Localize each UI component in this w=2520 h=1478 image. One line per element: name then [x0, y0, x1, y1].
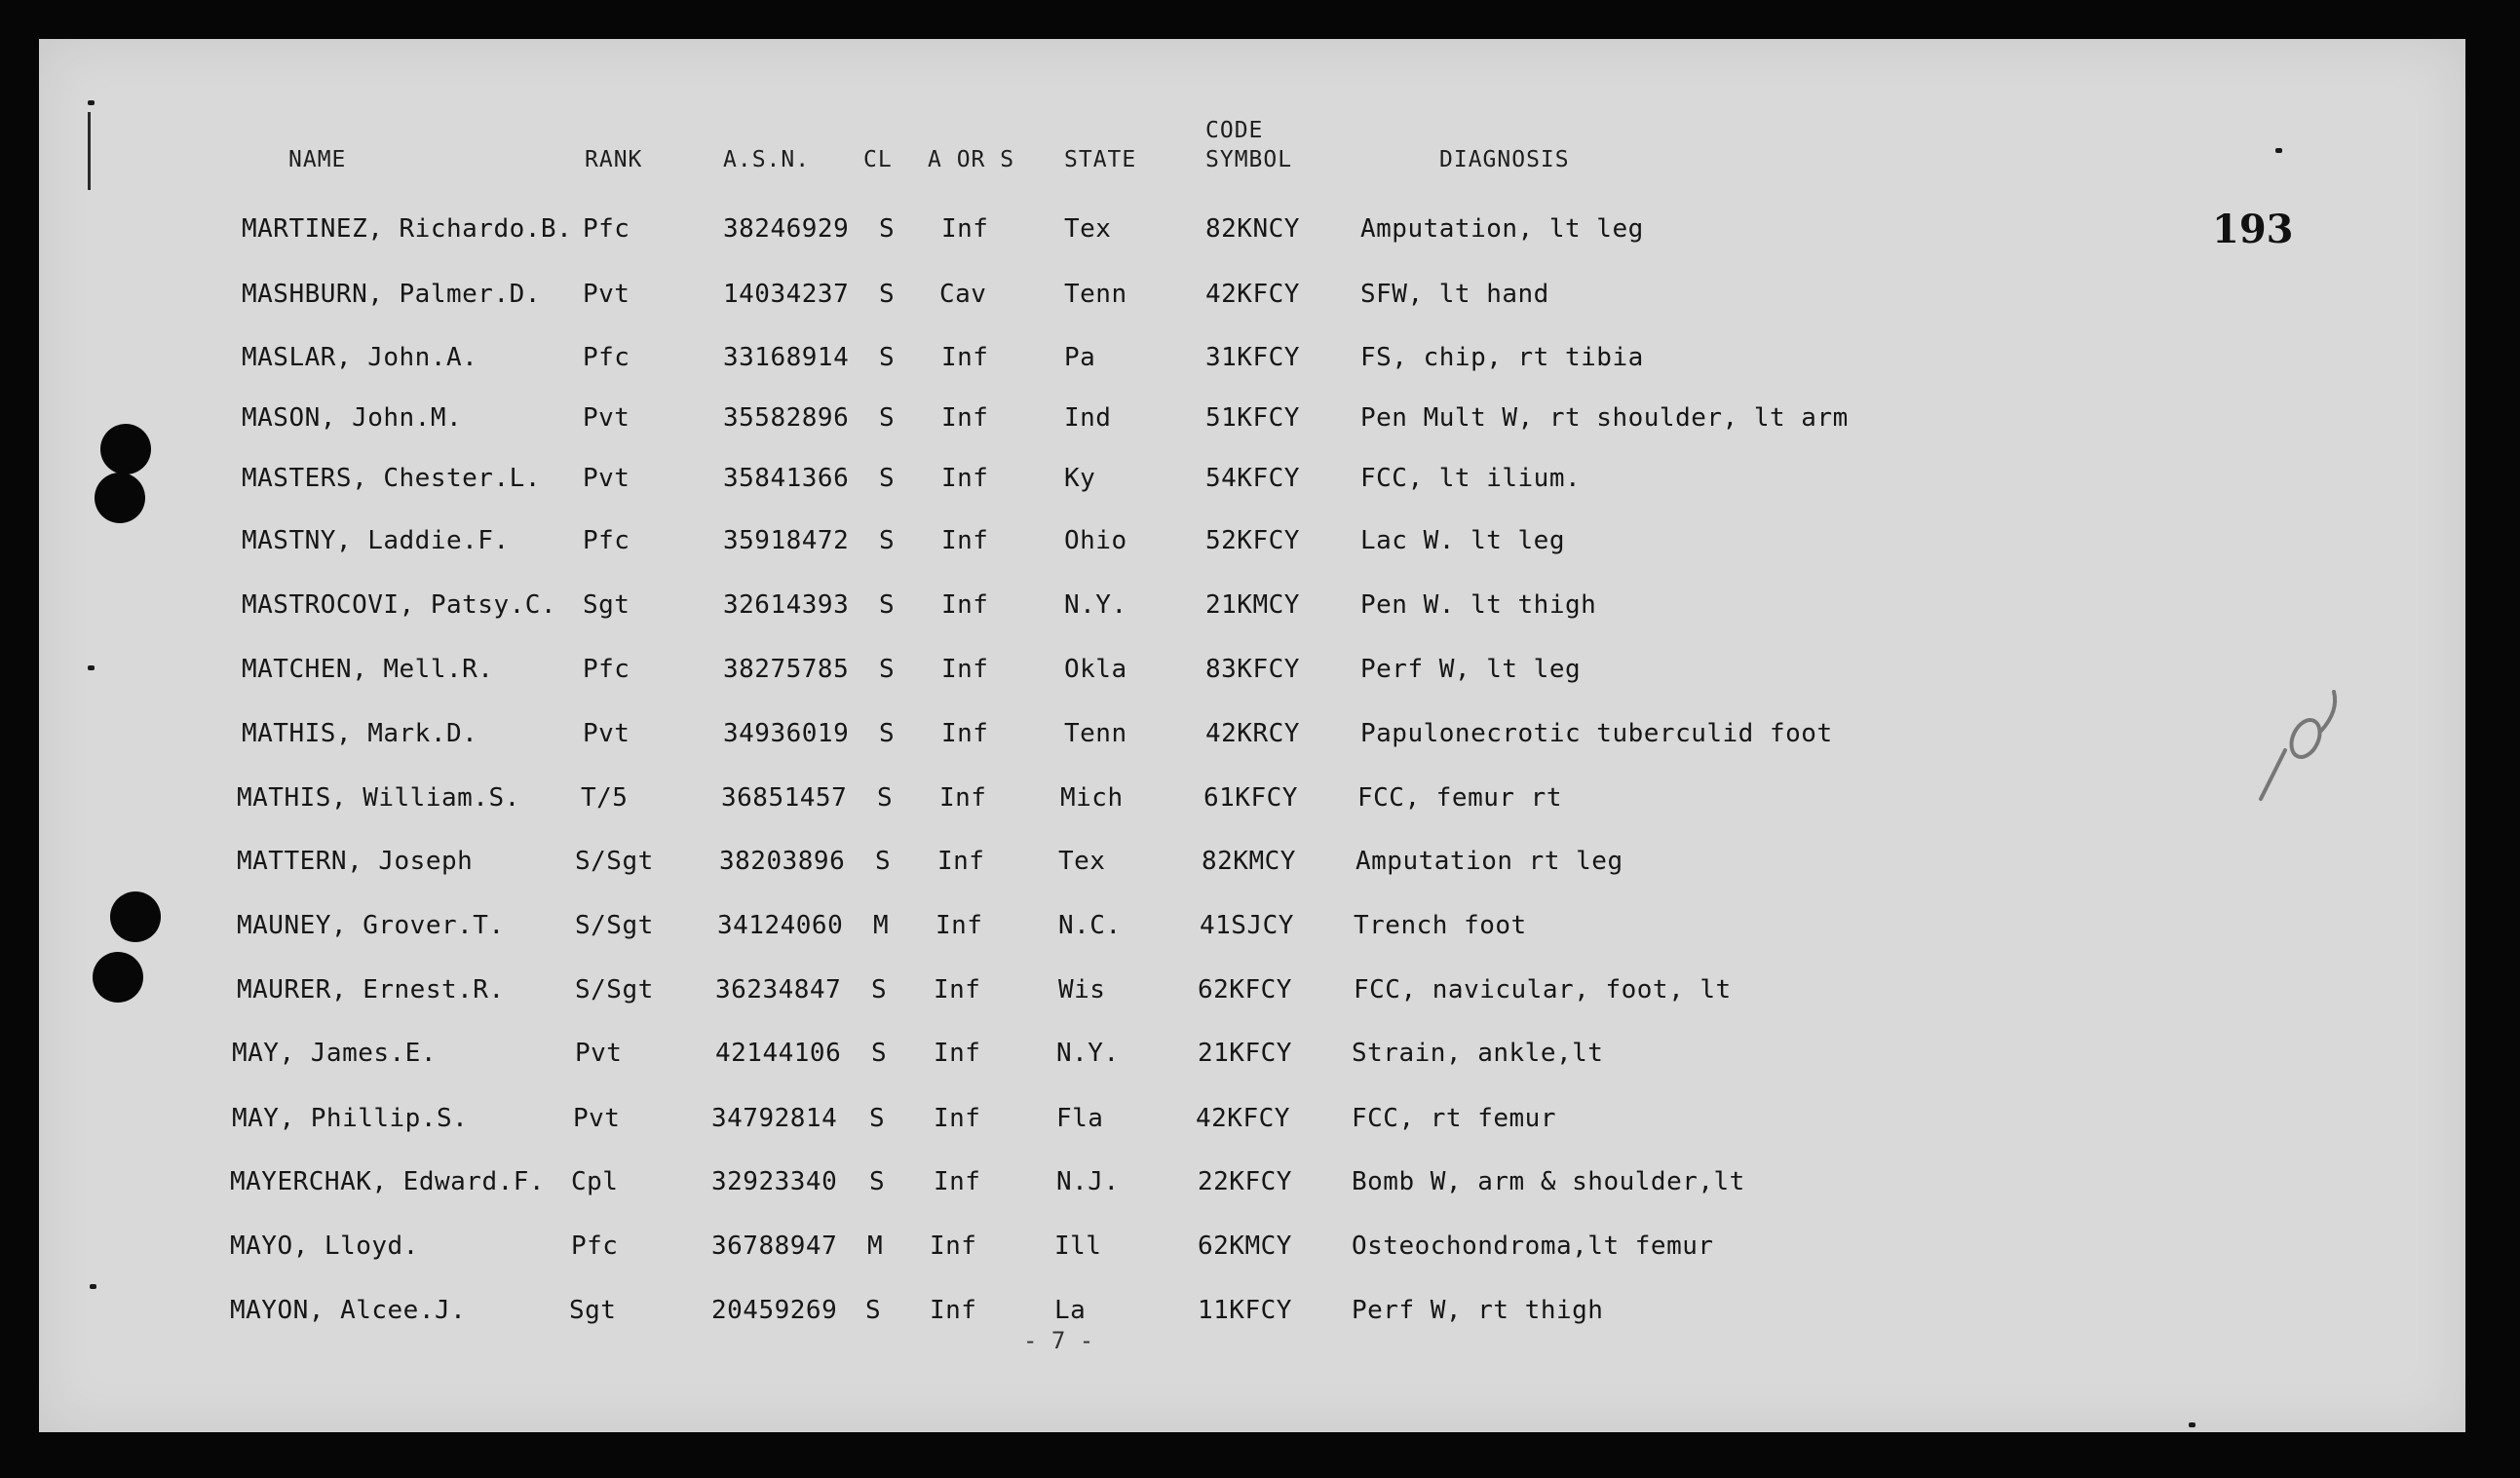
record-rank: Pvt — [583, 280, 630, 309]
record-cl: S — [877, 783, 894, 813]
record-cl: S — [879, 343, 896, 372]
header-code-line1: CODE — [1205, 118, 1264, 143]
record-name: MARTINEZ, Richardo.B. — [242, 214, 573, 244]
record-asn: 34936019 — [723, 719, 850, 748]
record-state: Ky — [1064, 464, 1096, 493]
record-branch: Inf — [934, 1039, 981, 1068]
record-name: MAYO, Lloyd. — [230, 1232, 419, 1261]
record-rank: Sgt — [569, 1296, 617, 1325]
record-asn: 32614393 — [723, 590, 850, 620]
record-rank: S/Sgt — [575, 911, 654, 940]
record-cl: S — [869, 1167, 886, 1196]
record-state: Ill — [1054, 1232, 1102, 1261]
record-cl: S — [879, 403, 896, 433]
record-name: MATHIS, Mark.D. — [242, 719, 478, 748]
record-asn: 42144106 — [715, 1039, 842, 1068]
record-state: N.Y. — [1056, 1039, 1120, 1068]
record-branch: Cav — [939, 280, 987, 309]
record-asn: 35841366 — [723, 464, 850, 493]
record-branch: Inf — [930, 1232, 977, 1261]
record-cl: S — [875, 847, 892, 876]
handwritten-annotation — [2241, 682, 2348, 809]
record-state: Okla — [1064, 655, 1127, 684]
record-branch: Inf — [941, 590, 989, 620]
record-diagnosis: Papulonecrotic tuberculid foot — [1360, 719, 1833, 748]
record-code: 82KNCY — [1205, 214, 1300, 244]
record-diagnosis: Pen W. lt thigh — [1360, 590, 1597, 620]
record-cl: S — [879, 280, 896, 309]
record-state: Ohio — [1064, 526, 1127, 555]
record-branch: Inf — [934, 1104, 981, 1133]
record-code: 31KFCY — [1205, 343, 1300, 372]
record-rank: Pvt — [583, 464, 630, 493]
record-rank: Pvt — [583, 403, 630, 433]
record-name: MAY, Phillip.S. — [232, 1104, 469, 1133]
record-code: 22KFCY — [1198, 1167, 1292, 1196]
record-asn: 38246929 — [723, 214, 850, 244]
record-name: MAY, James.E. — [232, 1039, 437, 1068]
record-cl: M — [873, 911, 890, 940]
record-cl: S — [869, 1104, 886, 1133]
record-diagnosis: Trench foot — [1354, 911, 1527, 940]
header-cl: CL — [863, 147, 893, 172]
record-diagnosis: Lac W. lt leg — [1360, 526, 1565, 555]
record-code: 62KMCY — [1198, 1232, 1292, 1261]
punch-hole — [100, 424, 151, 474]
record-branch: Inf — [941, 719, 989, 748]
record-state: N.C. — [1058, 911, 1122, 940]
record-name: MASTNY, Laddie.F. — [242, 526, 510, 555]
record-cl: S — [879, 719, 896, 748]
record-branch: Inf — [941, 343, 989, 372]
record-diagnosis: Amputation rt leg — [1355, 847, 1623, 876]
record-name: MATCHEN, Mell.R. — [242, 655, 494, 684]
record-diagnosis: Pen Mult W, rt shoulder, lt arm — [1360, 403, 1849, 433]
record-code: 54KFCY — [1205, 464, 1300, 493]
footer-mark: - 7 - — [1023, 1327, 1094, 1354]
record-rank: S/Sgt — [575, 975, 654, 1004]
record-code: 42KRCY — [1205, 719, 1300, 748]
record-branch: Inf — [939, 783, 987, 813]
record-code: 83KFCY — [1205, 655, 1300, 684]
record-asn: 35918472 — [723, 526, 850, 555]
record-branch: Inf — [935, 911, 983, 940]
punch-hole — [95, 473, 145, 523]
record-state: Tex — [1058, 847, 1106, 876]
edge-mark — [88, 112, 91, 190]
record-branch: Inf — [941, 214, 989, 244]
speck — [2275, 148, 2282, 153]
record-diagnosis: SFW, lt hand — [1360, 280, 1549, 309]
record-rank: S/Sgt — [575, 847, 654, 876]
record-diagnosis: Perf W, rt thigh — [1352, 1296, 1604, 1325]
header-code-line2: SYMBOL — [1205, 147, 1293, 172]
record-rank: Cpl — [571, 1167, 619, 1196]
record-diagnosis: FCC, navicular, foot, lt — [1354, 975, 1732, 1004]
record-code: 41SJCY — [1200, 911, 1294, 940]
record-code: 42KFCY — [1205, 280, 1300, 309]
record-rank: Pfc — [583, 214, 630, 244]
header-name: NAME — [288, 147, 347, 172]
record-code: 51KFCY — [1205, 403, 1300, 433]
record-rank: T/5 — [581, 783, 629, 813]
record-state: N.J. — [1056, 1167, 1120, 1196]
record-cl: S — [879, 464, 896, 493]
record-state: La — [1054, 1296, 1087, 1325]
record-asn: 36788947 — [711, 1232, 838, 1261]
record-branch: Inf — [941, 655, 989, 684]
record-rank: Pfc — [583, 526, 630, 555]
header-asn: A.S.N. — [723, 147, 811, 172]
record-name: MATHIS, William.S. — [237, 783, 520, 813]
record-rank: Pvt — [575, 1039, 623, 1068]
record-asn: 36851457 — [721, 783, 848, 813]
record-rank: Pvt — [573, 1104, 621, 1133]
record-name: MASHBURN, Palmer.D. — [242, 280, 541, 309]
record-cl: S — [879, 214, 896, 244]
record-branch: Inf — [934, 975, 981, 1004]
record-name: MAYERCHAK, Edward.F. — [230, 1167, 546, 1196]
speck — [88, 100, 95, 105]
punch-hole — [110, 891, 161, 942]
record-cl: M — [867, 1232, 884, 1261]
record-cl: S — [871, 975, 888, 1004]
record-name: MASTROCOVI, Patsy.C. — [242, 590, 557, 620]
record-rank: Sgt — [583, 590, 630, 620]
record-branch: Inf — [937, 847, 985, 876]
record-state: N.Y. — [1064, 590, 1127, 620]
record-diagnosis: FS, chip, rt tibia — [1360, 343, 1644, 372]
record-branch: Inf — [941, 526, 989, 555]
record-diagnosis: FCC, femur rt — [1357, 783, 1562, 813]
record-cl: S — [879, 655, 896, 684]
record-asn: 20459269 — [711, 1296, 838, 1325]
record-branch: Inf — [930, 1296, 977, 1325]
record-state: Wis — [1058, 975, 1106, 1004]
record-code: 82KMCY — [1202, 847, 1296, 876]
record-state: Ind — [1064, 403, 1112, 433]
record-diagnosis: Bomb W, arm & shoulder,lt — [1352, 1167, 1745, 1196]
record-cl: S — [865, 1296, 882, 1325]
record-diagnosis: Osteochondroma,lt femur — [1352, 1232, 1714, 1261]
record-code: 21KMCY — [1205, 590, 1300, 620]
record-state: Fla — [1056, 1104, 1104, 1133]
record-code: 11KFCY — [1198, 1296, 1292, 1325]
record-asn: 34124060 — [717, 911, 844, 940]
header-diagnosis: DIAGNOSIS — [1439, 147, 1570, 172]
record-asn: 35582896 — [723, 403, 850, 433]
record-diagnosis: Amputation, lt leg — [1360, 214, 1644, 244]
record-branch: Inf — [934, 1167, 981, 1196]
record-rank: Pfc — [583, 655, 630, 684]
record-asn: 36234847 — [715, 975, 842, 1004]
record-branch: Inf — [941, 464, 989, 493]
record-name: MASLAR, John.A. — [242, 343, 478, 372]
record-rank: Pfc — [571, 1232, 619, 1261]
speck — [88, 665, 95, 670]
record-name: MAUNEY, Grover.T. — [237, 911, 505, 940]
record-code: 52KFCY — [1205, 526, 1300, 555]
record-code: 62KFCY — [1198, 975, 1292, 1004]
record-cl: S — [879, 526, 896, 555]
record-cl: S — [871, 1039, 888, 1068]
record-asn: 34792814 — [711, 1104, 838, 1133]
record-name: MAYON, Alcee.J. — [230, 1296, 467, 1325]
record-code: 21KFCY — [1198, 1039, 1292, 1068]
record-asn: 38203896 — [719, 847, 846, 876]
record-asn: 33168914 — [723, 343, 850, 372]
record-name: MATTERN, Joseph — [237, 847, 474, 876]
record-code: 42KFCY — [1196, 1104, 1290, 1133]
record-diagnosis: Strain, ankle,lt — [1352, 1039, 1604, 1068]
record-branch: Inf — [941, 403, 989, 433]
record-name: MAURER, Ernest.R. — [237, 975, 505, 1004]
record-state: Tex — [1064, 214, 1112, 244]
header-a-or-s: A OR S — [928, 147, 1015, 172]
record-asn: 32923340 — [711, 1167, 838, 1196]
record-state: Tenn — [1064, 280, 1127, 309]
speck — [2189, 1422, 2195, 1427]
record-name: MASTERS, Chester.L. — [242, 464, 541, 493]
header-state: STATE — [1064, 147, 1137, 172]
header-rank: RANK — [585, 147, 643, 172]
record-diagnosis: FCC, rt femur — [1352, 1104, 1556, 1133]
record-rank: Pvt — [583, 719, 630, 748]
record-diagnosis: FCC, lt ilium. — [1360, 464, 1582, 493]
record-rank: Pfc — [583, 343, 630, 372]
record-diagnosis: Perf W, lt leg — [1360, 655, 1582, 684]
speck — [90, 1284, 96, 1289]
record-cl: S — [879, 590, 896, 620]
page-number: 193 — [2212, 207, 2294, 252]
record-state: Tenn — [1064, 719, 1127, 748]
record-state: Pa — [1064, 343, 1096, 372]
punch-hole — [93, 952, 143, 1003]
record-asn: 14034237 — [723, 280, 850, 309]
record-code: 61KFCY — [1203, 783, 1298, 813]
record-asn: 38275785 — [723, 655, 850, 684]
record-name: MASON, John.M. — [242, 403, 463, 433]
record-state: Mich — [1060, 783, 1124, 813]
